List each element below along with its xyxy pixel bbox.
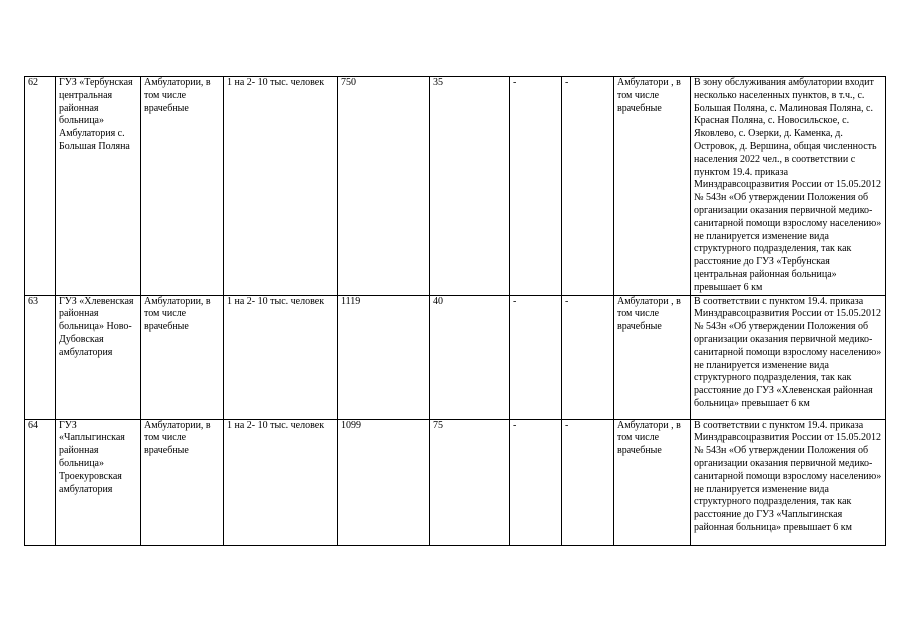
table-row [25, 419, 886, 545]
table-row [25, 295, 886, 419]
distance-cell: 35 [430, 77, 510, 296]
organization-cell: ГУЗ «Тербунская центральная районная больница» Амбулатория с. Большая Поляна [56, 77, 141, 296]
population-cell: 1119 [338, 295, 430, 419]
table-row [25, 77, 886, 296]
distance-cell: 75 [430, 419, 510, 545]
note-cell: В соответствии с пунктом 19.4. приказа Минздравсоцразвития России от 15.05.2012 № 543н «Об утверждении Положения об организации оказания первичной медико-санитарной помощи взрослому населению» не планируется изменение вида структурного подразделения, так как расстояние до ГУЗ «Чаплыгинская районная больница» превышает 6 км [691, 419, 886, 545]
facilities-table [24, 76, 886, 546]
population-cell: 1099 [338, 419, 430, 545]
dash-cell: - [562, 77, 614, 296]
row-number: 63 [25, 295, 56, 419]
note-cell: В зону обслуживания амбулатории входит несколько населенных пунктов, в т.ч., с. Большая Поляна, с. Малиновая Поляна, с. Красная Поляна, с. Новосильское, с. Яковлево, с. Озерки, д. Каменка, д. Островок, д. Вершина, общая численность населения 2022 чел., в соответствии с пунктом 19.4. приказа Минздравсоцразвития России от 15.05.2012 № 543н «Об утверждении Положения об организации оказания первичной медико-санитарной помощи взрослому населению» не планируется изменение вида структурного подразделения, так как расстояние до ГУЗ «Тербунская центральная районная больница» превышает 6 км [691, 77, 886, 296]
facility-type-cell: Амбулатории, в том числе врачебные [141, 295, 224, 419]
organization-cell: ГУЗ «Хлевенская районная больница» Ново-Дубовская амбулатория [56, 295, 141, 419]
dash-cell: - [510, 419, 562, 545]
row-number: 62 [25, 77, 56, 296]
note-cell: В соответствии с пунктом 19.4. приказа Минздравсоцразвития России от 15.05.2012 № 543н «Об утверждении Положения об организации оказания первичной медико-санитарной помощи взрослому населению» не планируется изменение вида структурного подразделения, так как расстояние до ГУЗ «Хлевенская районная больница» превышает 6 км [691, 295, 886, 419]
facility-type-cell: Амбулатории, в том числе врачебные [141, 77, 224, 296]
facility-type-cell: Амбулатории, в том числе врачебные [141, 419, 224, 545]
distance-cell: 40 [430, 295, 510, 419]
dash-cell: - [562, 295, 614, 419]
dash-cell: - [510, 295, 562, 419]
planned-type-cell: Амбулатори , в том числе врачебные [614, 419, 691, 545]
dash-cell: - [510, 77, 562, 296]
population-cell: 750 [338, 77, 430, 296]
planned-type-cell: Амбулатори , в том числе врачебные [614, 295, 691, 419]
dash-cell: - [562, 419, 614, 545]
organization-cell: ГУЗ «Чаплыгинская районная больница» Троекуровская амбулатория [56, 419, 141, 545]
norm-cell: 1 на 2- 10 тыс. человек [224, 419, 338, 545]
norm-cell: 1 на 2- 10 тыс. человек [224, 77, 338, 296]
planned-type-cell: Амбулатори , в том числе врачебные [614, 77, 691, 296]
norm-cell: 1 на 2- 10 тыс. человек [224, 295, 338, 419]
row-number: 64 [25, 419, 56, 545]
